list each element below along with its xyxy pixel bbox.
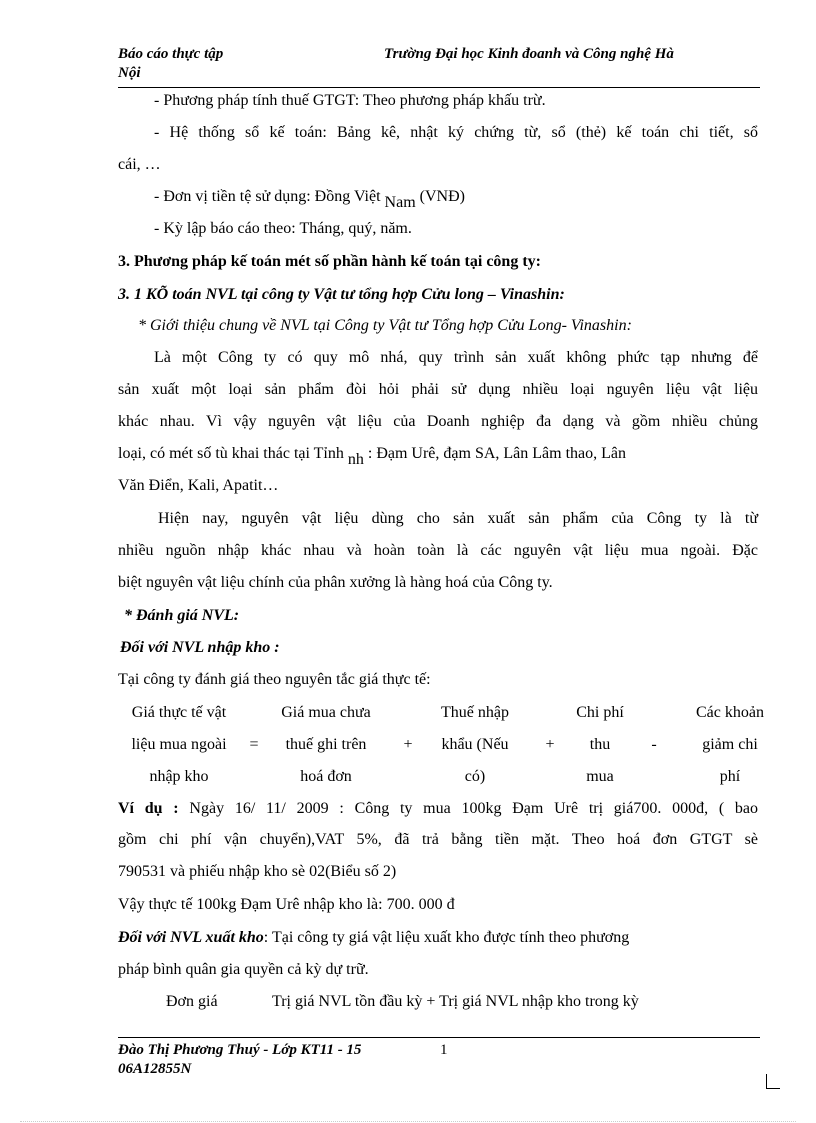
header-school-name: Trường Đại học Kinh đoanh và Công nghệ Hà: [384, 46, 674, 62]
import-principle-line: Tại công ty đánh giá theo nguyên tắc giá thực tế:: [118, 671, 431, 688]
footer-page-number: 1: [440, 1042, 448, 1058]
formula-col1-line2: liệu mua ngoài: [131, 736, 227, 753]
formula-col3-line1: Thuế nhập: [441, 704, 509, 721]
formula-plus-2: +: [545, 736, 555, 753]
example-line2: gồm chi phí vận chuyển),VAT 5%, đã trả bằng tiền mặt. Theo hoá đơn GTGT sè: [118, 831, 758, 848]
header-title-left-cont: Nội: [118, 65, 141, 81]
currency-line: [154, 188, 465, 212]
section-3-heading: 3. Phương pháp kế toán mét số phần hành kế toán tại công ty:: [118, 253, 541, 270]
section-3-1-heading: 3. 1 KÕ toán NVL tại công ty Vật tư tổng hợp Cửu long – Vinashin:: [118, 286, 565, 303]
corner-mark-horizontal: [766, 1088, 780, 1089]
header-rule: [118, 87, 760, 88]
para1-line2: sản xuất một loại sản phẩm đòi hỏi phải sử dụng nhiều loại nguyên liệu vật liệu: [118, 381, 758, 398]
currency-text-b: Nam: [384, 194, 416, 211]
para1-line5: Văn Điển, Kali, Apatit…: [118, 477, 279, 494]
formula-col4-line1: Chi phí: [576, 704, 624, 721]
formula-col2-line2: thuế ghi trên: [285, 736, 367, 753]
para2-line3: biệt nguyên vật liệu chính của phân xưởng là hàng hoá của Công ty.: [118, 574, 553, 591]
formula-minus: -: [651, 736, 657, 753]
example-line3: 790531 và phiếu nhập kho sè 02(Biểu số 2): [118, 863, 397, 880]
unit-price-formula: Trị giá NVL tồn đầu kỳ + Trị giá NVL nhập kho trong kỳ: [272, 993, 639, 1010]
formula-col2-line1: Giá mua chưa: [281, 704, 371, 721]
formula-col3-line3: có): [464, 768, 486, 785]
example-line1: [118, 800, 758, 818]
accounting-books-line: - Hệ thống sổ kế toán: Bảng kê, nhật ký chứng từ, sổ (thẻ) kế toán chi tiết, sổ: [154, 124, 758, 141]
formula-col3-line2: khẩu (Nếu: [441, 736, 509, 753]
formula-col5-line2: giảm chi: [702, 736, 758, 753]
accounting-books-line-cont: cái, …: [118, 156, 161, 173]
export-heading: Đối với NVL xuất kho: [118, 929, 264, 946]
formula-col1-line3: nhập kho: [149, 768, 209, 785]
formula-col5-line1: Các khoản: [696, 704, 764, 721]
import-heading: Đối với NVL nhập kho :: [120, 639, 280, 656]
header-title-left: Báo cáo thực tập: [118, 46, 224, 62]
formula-col4-line2: thu: [589, 736, 611, 753]
tax-method-line: - Phương pháp tính thuế GTGT: Theo phương pháp khấu trừ.: [154, 92, 546, 109]
footer-author: Đào Thị Phương Thuý - Lớp KT11 - 15: [118, 1042, 362, 1058]
para1-line3: khác nhau. Vì vậy nguyên vật liệu của Doanh nghiệp đa dạng và gồm nhiều chủng: [118, 413, 758, 430]
formula-equals: =: [249, 736, 259, 753]
para1-line4-c: : Đạm Urê, đạm SA, Lân Lâm thao, Lân: [367, 445, 627, 462]
para1-line4-a: loại, có mét số tù khai thác tại Tỉnh: [118, 445, 344, 462]
report-period-line: - Kỳ lập báo cáo theo: Tháng, quý, năm.: [154, 220, 412, 237]
para1-line4: [118, 445, 626, 469]
export-line2: pháp bình quân gia quyền cả kỳ dự trữ.: [118, 961, 369, 978]
example-text: Ngày 16/ 11/ 2009 : Công ty mua 100kg Đạm Urê trị giá700. 000đ, ( bao: [189, 800, 759, 817]
example-line4: Vậy thực tế 100kg Đạm Urê nhập kho là: 700. 000 đ: [118, 896, 455, 913]
page-bottom-dotted-line: [20, 1121, 796, 1122]
footer-student-code: 06A12855N: [118, 1061, 192, 1077]
evaluation-heading: * Đánh giá NVL:: [124, 607, 240, 624]
footer-rule: [118, 1037, 760, 1038]
para1-line1: Là một Công ty có quy mô nhá, quy trình sản xuất không phức tạp nhưng để: [154, 349, 758, 366]
export-text: : Tại công ty giá vật liệu xuất kho được tính theo phương: [263, 929, 630, 946]
example-label: Ví dụ :: [118, 800, 179, 817]
export-line1: [118, 929, 758, 947]
formula-plus-1: +: [403, 736, 413, 753]
para2-line1: Hiện nay, nguyên vật liệu dùng cho sản xuất sản phẩm của Công ty là từ: [158, 510, 758, 527]
intro-heading: * Giới thiệu chung về NVL tại Công ty Vật tư Tổng hợp Cửu Long- Vinashin:: [138, 317, 632, 334]
para1-line4-b: nh: [347, 451, 364, 468]
formula-col5-line3: phí: [719, 768, 741, 785]
formula-col4-line3: mua: [586, 768, 614, 785]
formula-col1-line1: Giá thực tế vật: [131, 704, 227, 721]
formula-col2-line3: hoá đơn: [300, 768, 352, 785]
unit-price-label: Đơn giá: [166, 993, 218, 1010]
para2-line2: nhiều nguồn nhập khác nhau và hoàn toàn là các nguyên vật liệu mua ngoài. Đặc: [118, 542, 758, 559]
currency-text-a: - Đơn vị tiền tệ sử dụng: Đồng Việt: [154, 188, 381, 205]
currency-text-c: (VNĐ): [419, 188, 465, 205]
corner-mark-vertical: [766, 1074, 767, 1088]
